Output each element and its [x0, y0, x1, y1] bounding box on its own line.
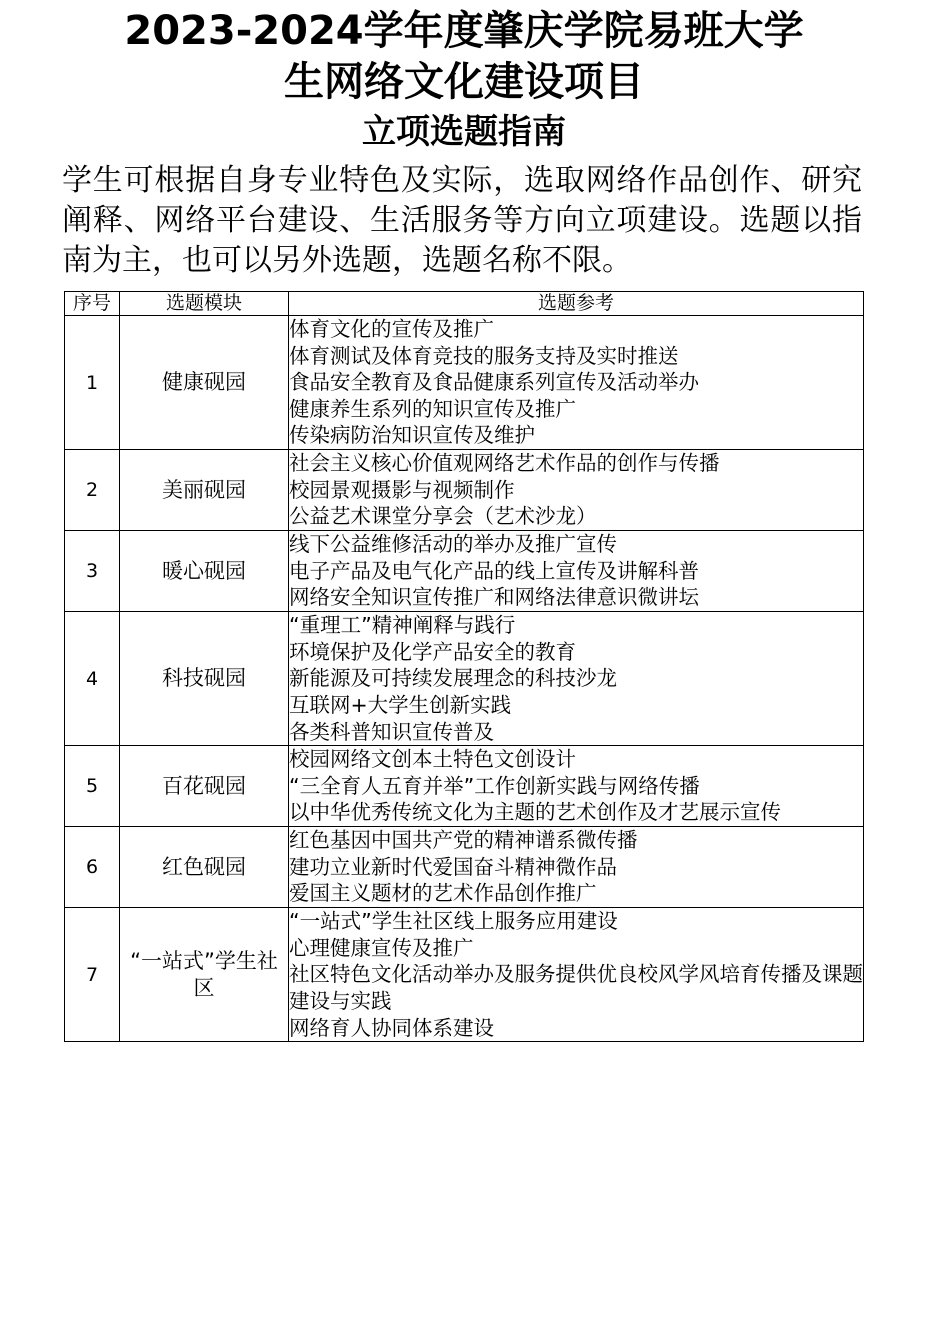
table-row	[65, 908, 864, 1042]
row-number: 1	[65, 315, 120, 449]
row-reference	[289, 746, 864, 827]
reference-item: 健康养生系列的知识宣传及推广	[289, 396, 576, 421]
table-row	[65, 827, 864, 908]
table-header-row	[65, 292, 864, 316]
row-module: 美丽砚园	[120, 450, 289, 531]
row-module: “一站式”学生社区	[120, 908, 289, 1042]
reference-item: 心理健康宣传及推广	[289, 935, 474, 960]
reference-item: 公益艺术课堂分享会（艺术沙龙）	[289, 504, 597, 529]
table-row	[65, 450, 864, 531]
reference-item: 以中华优秀传统文化为主题的艺术创作及才艺展示宣传	[289, 800, 781, 825]
row-number: 6	[65, 827, 120, 908]
row-reference	[289, 827, 864, 908]
reference-item: 社区特色文化活动举办及服务提供优良校风学风培育传播及课题建设与实践	[289, 962, 863, 1013]
reference-item: 传染病防治知识宣传及维护	[289, 423, 535, 448]
row-reference	[289, 908, 864, 1042]
column-header-reference: 选题参考	[289, 292, 864, 316]
row-module: 科技砚园	[120, 611, 289, 745]
reference-item: 各类科普知识宣传普及	[289, 719, 494, 744]
row-module: 百花砚园	[120, 746, 289, 827]
selection-guide-table	[64, 291, 864, 1042]
intro-paragraph: 学生可根据自身专业特色及实际，选取网络作品创作、研究阐释、网络平台建设、生活服务等方向立项建设。选题以指南为主，也可以另外选题，选题名称不限。	[62, 162, 862, 278]
table-row	[65, 531, 864, 612]
reference-item: 环境保护及化学产品安全的教育	[289, 639, 576, 664]
row-module: 健康砚园	[120, 315, 289, 449]
table-row	[65, 315, 864, 449]
row-number: 7	[65, 908, 120, 1042]
reference-item: 网络育人协同体系建设	[289, 1015, 494, 1040]
reference-item: 体育文化的宣传及推广	[289, 316, 494, 341]
reference-item: 校园景观摄影与视频制作	[289, 477, 515, 502]
row-module: 红色砚园	[120, 827, 289, 908]
page-title-line-2: 生网络文化建设项目	[284, 59, 644, 106]
reference-item: 新能源及可持续发展理念的科技沙龙	[289, 666, 617, 691]
table-row	[65, 746, 864, 827]
column-header-module: 选题模块	[120, 292, 289, 316]
reference-item: 爱国主义题材的艺术作品创作推广	[289, 881, 597, 906]
reference-item: 红色基因中国共产党的精神谱系微传播	[289, 828, 638, 853]
reference-item: 网络安全知识宣传推广和网络法律意识微讲坛	[289, 585, 699, 610]
page-subtitle: 立项选题指南	[362, 112, 566, 153]
row-number: 5	[65, 746, 120, 827]
reference-item: “重理工”精神阐释与践行	[289, 612, 516, 637]
reference-item: 电子产品及电气化产品的线上宣传及讲解科普	[289, 558, 699, 583]
page-title	[62, 6, 866, 110]
reference-item: 互联网+大学生创新实践	[289, 692, 512, 717]
row-reference	[289, 531, 864, 612]
row-number: 4	[65, 611, 120, 745]
column-header-no: 序号	[65, 292, 120, 316]
reference-item: 建功立业新时代爱国奋斗精神微作品	[289, 854, 617, 879]
page-title-line-1: 2023-2024学年度肇庆学院易班大学	[124, 8, 804, 54]
row-reference	[289, 315, 864, 449]
reference-item: 线下公益维修活动的举办及推广宣传	[289, 532, 617, 557]
reference-item: “三全育人五育并举”工作创新实践与网络传播	[289, 773, 700, 798]
reference-item: 社会主义核心价值观网络艺术作品的创作与传播	[289, 451, 720, 476]
row-reference	[289, 611, 864, 745]
row-number: 2	[65, 450, 120, 531]
row-module: 暖心砚园	[120, 531, 289, 612]
table-header	[65, 292, 864, 316]
row-number: 3	[65, 531, 120, 612]
reference-item: 体育测试及体育竞技的服务支持及实时推送	[289, 343, 679, 368]
table-body	[65, 315, 864, 1041]
row-reference	[289, 450, 864, 531]
reference-item: “一站式”学生社区线上服务应用建设	[289, 909, 618, 934]
table-row	[65, 611, 864, 745]
reference-item: 食品安全教育及食品健康系列宣传及活动举办	[289, 370, 699, 395]
reference-item: 校园网络文创本土特色文创设计	[289, 747, 576, 772]
